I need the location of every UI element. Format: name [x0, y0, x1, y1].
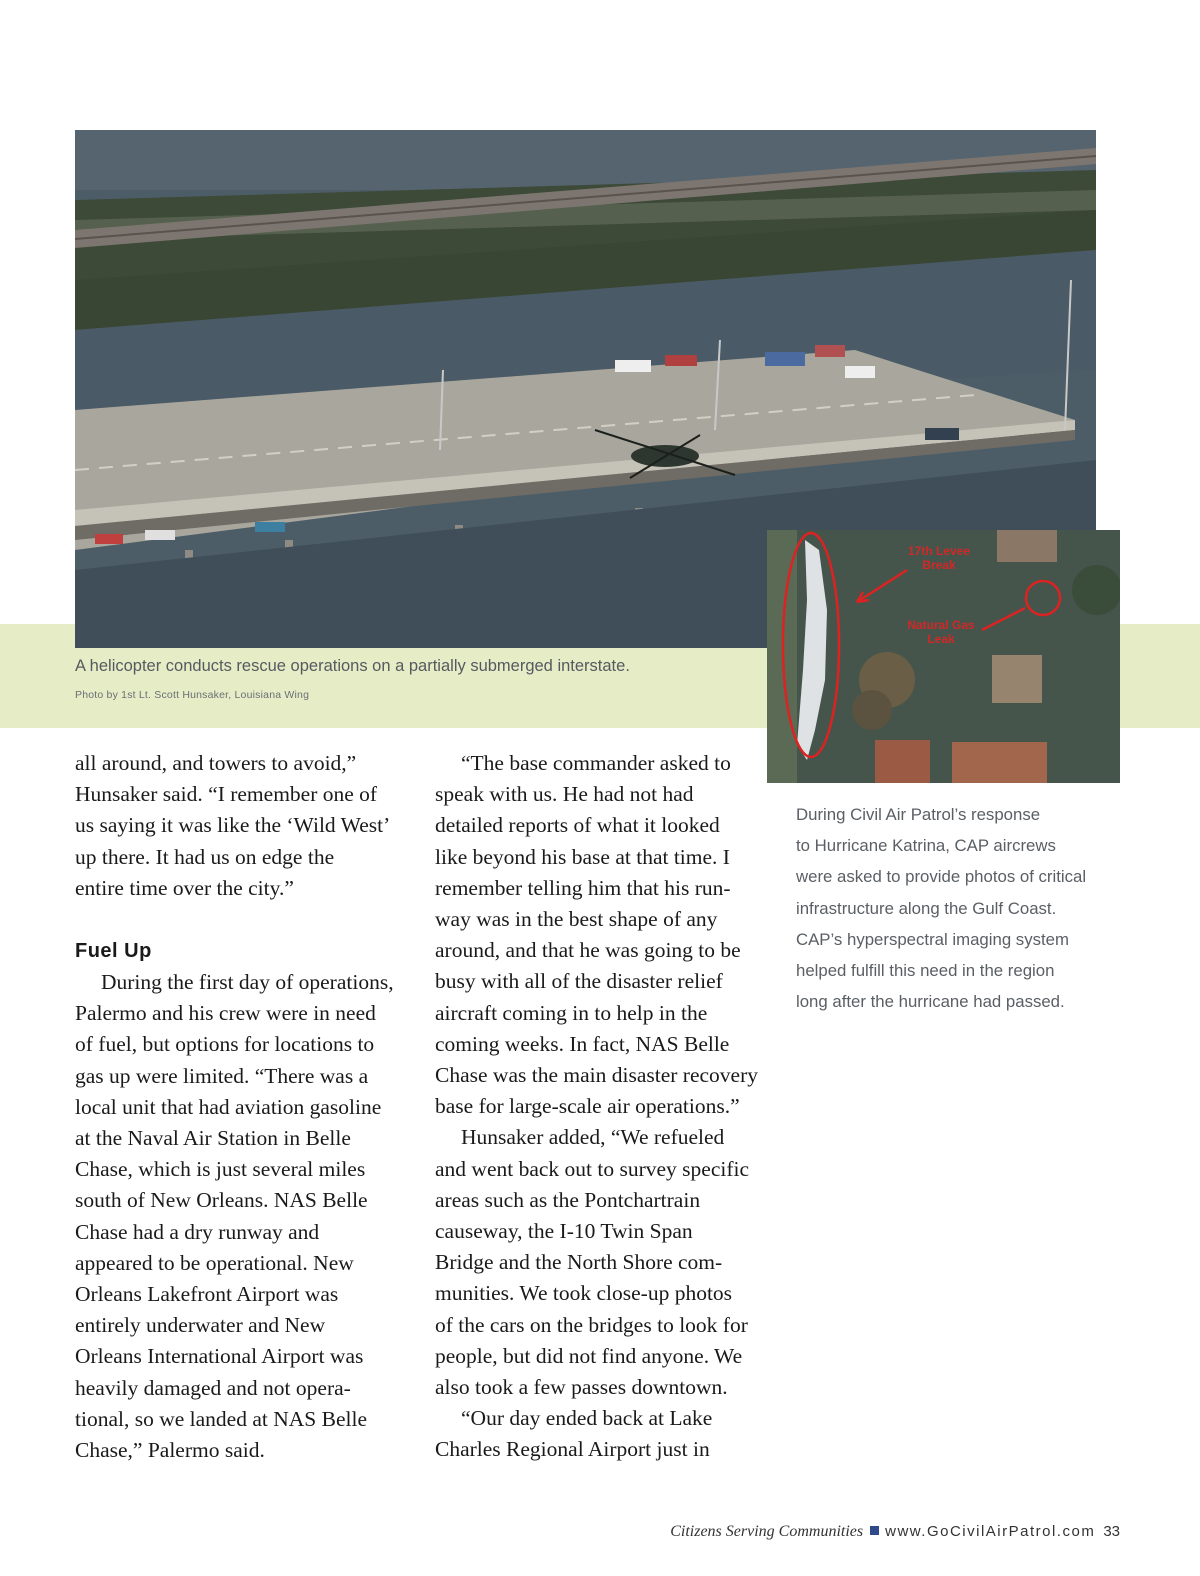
- inset-caption-line: CAP’s hyperspectral imaging system: [796, 929, 1069, 949]
- body-text-line: local unit that had aviation gasoline: [75, 1094, 382, 1119]
- body-text-line: Palermo and his crew were in need: [75, 1001, 376, 1026]
- body-text-line: and went back out to survey specific: [435, 1156, 750, 1181]
- body-text-line: of fuel, but options for locations to: [75, 1032, 375, 1057]
- body-text-line: around, and that he was going to be: [435, 938, 741, 963]
- body-text-line: detailed reports of what it looked: [435, 813, 720, 838]
- body-text-line: up there. It had us on edge the: [75, 844, 335, 869]
- body-text-line: speak with us. He had not had: [435, 782, 694, 807]
- article-column-2: [435, 748, 765, 1466]
- body-text-line: all around, and towers to avoid,”: [75, 751, 357, 775]
- body-text-line: Chase was the main disaster recovery: [435, 1063, 758, 1088]
- body-text-line: munities. We took close-up photos: [435, 1281, 733, 1306]
- body-text-line: “Our day ended back at Lake: [461, 1406, 713, 1431]
- inset-caption: [796, 799, 1126, 1017]
- photo-credit: Photo by 1st Lt. Scott Hunsaker, Louisiana Wing: [75, 689, 310, 701]
- section-heading-fuel-up: Fuel Up: [75, 940, 152, 963]
- body-text-line: Bridge and the North Shore com-: [435, 1250, 723, 1275]
- body-text-line: way was in the best shape of any: [435, 907, 718, 932]
- footer-url[interactable]: www.GoCivilAirPatrol.com: [885, 1523, 1096, 1540]
- body-text-line: tional, so we landed at NAS Belle: [75, 1406, 367, 1431]
- body-text-line: of the cars on the bridges to look for: [435, 1312, 748, 1337]
- inset-caption-line: helped fulfill this need in the region: [796, 961, 1055, 981]
- page-footer: [670, 1523, 1120, 1541]
- body-text-line: us saying it was like the ‘Wild West’: [75, 813, 391, 838]
- gas-leak-label: Natural Gas Leak: [907, 618, 975, 646]
- body-text-line: base for large-scale air operations.”: [435, 1094, 740, 1119]
- body-text-line: Charles Regional Airport just in: [435, 1437, 710, 1462]
- photo-caption: A helicopter conducts rescue operations on a partially submerged interstate.: [75, 657, 630, 675]
- body-text-line: “The base commander asked to: [461, 751, 731, 775]
- body-text-line: appeared to be operational. New: [75, 1250, 354, 1275]
- body-text-line: gas up were limited. “There was a: [75, 1063, 369, 1088]
- body-text-line: Hunsaker said. “I remember one of: [75, 782, 378, 807]
- footer-tagline: Citizens Serving Communities: [670, 1523, 864, 1540]
- body-text-line: south of New Orleans. NAS Belle: [75, 1188, 368, 1213]
- inset-caption-line: During Civil Air Patrol’s response: [796, 805, 1041, 824]
- body-text-line: entire time over the city.”: [75, 875, 294, 900]
- page-number: 33: [1103, 1523, 1120, 1540]
- article-column-1: [75, 748, 405, 1466]
- body-text-line: causeway, the I-10 Twin Span: [435, 1219, 693, 1244]
- body-text-line: Orleans International Airport was: [75, 1344, 364, 1369]
- inset-photo-levee-break: [767, 530, 1120, 783]
- inset-caption-line: were asked to provide photos of critical: [796, 867, 1087, 887]
- body-text-line: at the Naval Air Station in Belle: [75, 1126, 351, 1151]
- body-text-line: people, but did not find anyone. We: [435, 1343, 743, 1368]
- body-text-line: aircraft coming in to help in the: [435, 1000, 708, 1025]
- inset-caption-line: long after the hurricane had passed.: [796, 992, 1065, 1012]
- body-text-line: Hunsaker added, “We refueled: [461, 1125, 725, 1150]
- body-text-line: busy with all of the disaster relief: [435, 969, 723, 994]
- body-text-line: Chase, which is just several miles: [75, 1157, 366, 1182]
- body-text-line: Chase had a dry runway and: [75, 1219, 320, 1244]
- body-text-line: Orleans Lakefront Airport was: [75, 1282, 339, 1307]
- body-text-line: areas such as the Pontchartrain: [435, 1187, 701, 1212]
- body-text-line: During the first day of operations,: [101, 970, 394, 995]
- inset-caption-line: infrastructure along the Gulf Coast.: [796, 898, 1057, 918]
- body-text-line: like beyond his base at that time. I: [435, 844, 730, 869]
- body-text-line: entirely underwater and New: [75, 1313, 326, 1338]
- body-text-line: Chase,” Palermo said.: [75, 1438, 265, 1463]
- inset-caption-line: to Hurricane Katrina, CAP aircrews: [796, 836, 1056, 856]
- body-text-line: heavily damaged and not opera-: [75, 1375, 351, 1400]
- body-text-line: also took a few passes downtown.: [435, 1375, 728, 1400]
- square-bullet-icon: [870, 1526, 879, 1535]
- body-text-line: coming weeks. In fact, NAS Belle: [435, 1031, 730, 1056]
- body-text-line: remember telling him that his run-: [435, 875, 731, 900]
- levee-break-label: 17th Levee Break: [907, 544, 971, 572]
